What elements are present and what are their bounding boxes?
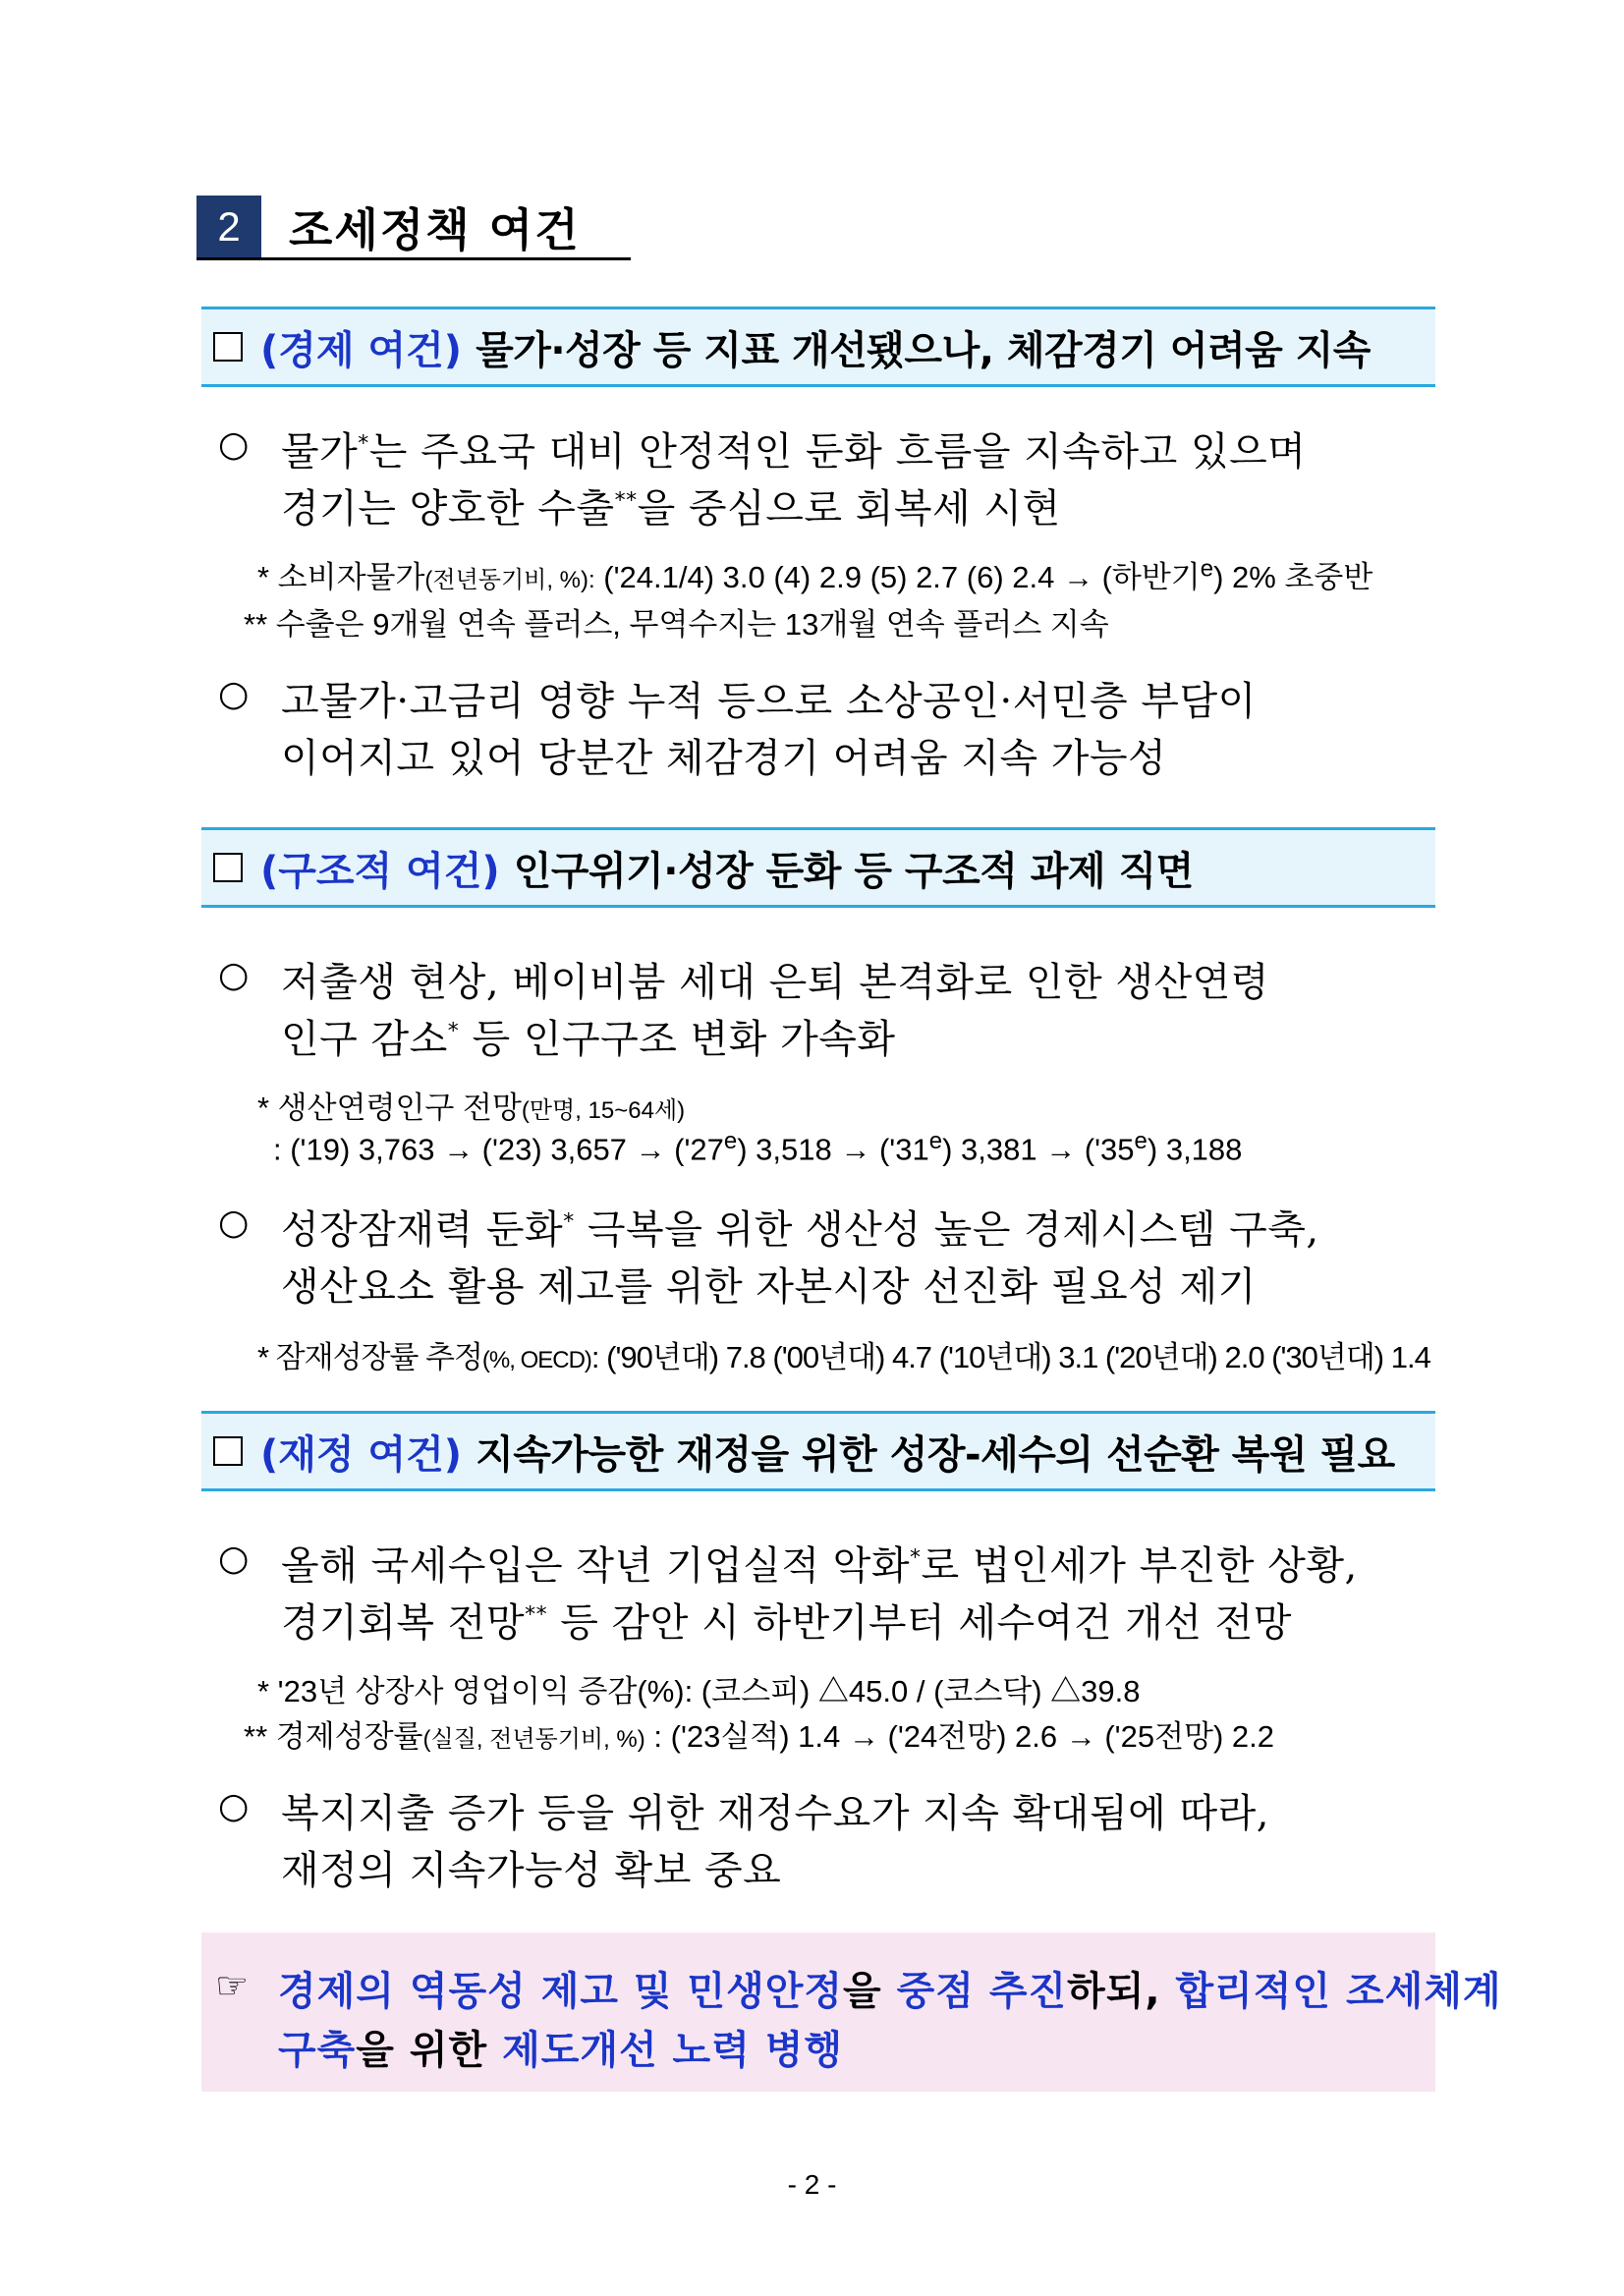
bullet-line bbox=[281, 1592, 1292, 1648]
superscript: e bbox=[1200, 555, 1214, 583]
text: : ('90년대) 7.8 ('00년대) 4.7 ('10년대) 3.1 ('20년대) 2.0 ('30년대) 1.4 bbox=[590, 1340, 1430, 1374]
superscript: e bbox=[1134, 1128, 1148, 1154]
summary-box bbox=[201, 1932, 1502, 2092]
circle-bullet-icon: ○ bbox=[218, 1203, 250, 1243]
text: ** 경제성장률 bbox=[244, 1719, 423, 1754]
text: 을 중심으로 회복세 시현 bbox=[637, 486, 1061, 532]
bullet-line: 이어지고 있어 당분간 체감경기 어려움 지속 가능성 bbox=[281, 736, 1167, 781]
text: (전년동기비, %): bbox=[424, 567, 595, 593]
footnote bbox=[257, 552, 1372, 596]
section-number: 2 bbox=[196, 196, 261, 258]
text: (%, OECD) bbox=[481, 1347, 591, 1373]
text: : ('23실적) 1.4 → ('24전망) 2.6 → ('25전망) 2.2 bbox=[644, 1719, 1275, 1754]
text: 제도개선 노력 병행 bbox=[502, 2028, 844, 2073]
text: 는 주요국 대비 안정적인 둔화 흐름을 지속하고 있으며 bbox=[368, 429, 1307, 475]
text: 등 인구구조 변화 가속화 bbox=[459, 1017, 896, 1062]
text: 인구 감소 bbox=[281, 1017, 448, 1062]
text: 성장잠재력 둔화 bbox=[281, 1207, 564, 1253]
text: * 소비자물가 bbox=[257, 560, 425, 594]
text: * 잠재성장률 추정 bbox=[257, 1340, 482, 1374]
text: * 생산연령인구 전망 bbox=[257, 1091, 522, 1125]
bullet-line: 저출생 현상, 베이비붐 세대 은퇴 본격화로 인한 생산연령 bbox=[281, 960, 1269, 1005]
text: ) 2% 초중반 bbox=[1213, 560, 1373, 594]
circle-bullet-icon: ○ bbox=[218, 1786, 250, 1826]
text: 합리적인 조세체계 bbox=[1175, 1969, 1502, 2014]
footnote-mark: * bbox=[563, 1209, 575, 1235]
section-title: 조세정책 여건 bbox=[289, 203, 581, 256]
banner-economy bbox=[201, 307, 1435, 387]
footnote bbox=[273, 1128, 1242, 1167]
text: 을 bbox=[843, 1969, 897, 2014]
bullet-line bbox=[281, 1008, 896, 1064]
bullet-line: 재정의 지속가능성 확보 중요 bbox=[281, 1848, 782, 1893]
text: ) 3,518 → ('31 bbox=[737, 1132, 929, 1167]
circle-bullet-icon: ○ bbox=[218, 955, 250, 995]
pointing-hand-icon: ☞ bbox=[215, 1964, 250, 2007]
bullet-line bbox=[281, 1535, 1358, 1591]
text: ) 3,381 → ('35 bbox=[942, 1132, 1135, 1167]
text: 하되, bbox=[1067, 1969, 1176, 2014]
bullet-line: 복지지출 증가 등을 위한 재정수요가 지속 확대됨에 따라, bbox=[281, 1791, 1269, 1836]
text: 경기는 양호한 수출 bbox=[281, 486, 615, 532]
summary-line bbox=[278, 2019, 843, 2075]
footnote bbox=[257, 1332, 1430, 1376]
text: 중점 추진 bbox=[896, 1969, 1068, 2014]
section-heading bbox=[196, 195, 581, 259]
footnote-mark: ** bbox=[525, 1602, 548, 1628]
text: 경기회복 전망 bbox=[281, 1600, 526, 1646]
text: 로 법인세가 부진한 상황, bbox=[921, 1543, 1358, 1589]
banner-structural bbox=[201, 827, 1435, 908]
text: 물가 bbox=[281, 429, 359, 475]
text: ('24.1/4) 3.0 (4) 2.9 (5) 2.7 (6) 2.4 → (하반기 bbox=[594, 560, 1201, 594]
text: 구축 bbox=[278, 2028, 357, 2073]
banner-tag: (경제 여건) bbox=[260, 327, 463, 373]
banner-tag: (재정 여건) bbox=[260, 1431, 463, 1478]
circle-bullet-icon: ○ bbox=[218, 1539, 250, 1579]
circle-bullet-icon: ○ bbox=[218, 424, 250, 465]
text: 올해 국세수입은 작년 기업실적 악화 bbox=[281, 1543, 910, 1589]
text: 을 위한 bbox=[356, 2028, 503, 2073]
text: 등 감안 시 하반기부터 세수여건 개선 전망 bbox=[547, 1600, 1292, 1646]
checkbox-icon bbox=[213, 853, 243, 882]
text: ) 3,188 bbox=[1147, 1132, 1243, 1167]
summary-line bbox=[278, 1960, 1502, 2016]
footnote-mark: * bbox=[447, 1019, 460, 1044]
banner-fiscal bbox=[201, 1411, 1435, 1491]
footnote: ** 수출은 9개월 연속 플러스, 무역수지는 13개월 연속 플러스 지속 bbox=[244, 607, 1109, 642]
text: 극복을 위한 생산성 높은 경제시스템 구축, bbox=[574, 1207, 1319, 1253]
banner-title: 물가·성장 등 지표 개선됐으나, 체감경기 어려움 지속 bbox=[476, 327, 1371, 373]
section-underline bbox=[196, 257, 631, 260]
text: 경제의 역동성 제고 및 민생안정 bbox=[278, 1969, 844, 2014]
bullet-line: 생산요소 활용 제고를 위한 자본시장 선진화 필요성 제기 bbox=[281, 1264, 1257, 1310]
banner-title: 인구위기·성장 둔화 등 구조적 과제 직면 bbox=[513, 848, 1194, 894]
superscript: e bbox=[723, 1128, 738, 1154]
footnote bbox=[244, 1711, 1274, 1756]
footnote bbox=[257, 1083, 685, 1127]
checkbox-icon bbox=[213, 1436, 243, 1466]
bullet-line bbox=[281, 1199, 1319, 1255]
circle-bullet-icon: ○ bbox=[218, 674, 250, 714]
text: : ('19) 3,763 → ('23) 3,657 → ('27 bbox=[273, 1132, 724, 1167]
footnote-mark: ** bbox=[614, 488, 638, 514]
bullet-line bbox=[281, 420, 1306, 476]
banner-title: 지속가능한 재정을 위한 성장-세수의 선순환 복원 필요 bbox=[476, 1431, 1395, 1478]
footnote-mark: * bbox=[358, 431, 369, 457]
checkbox-icon bbox=[213, 332, 243, 362]
bullet-line bbox=[281, 477, 1061, 533]
text: (만명, 15~64세) bbox=[521, 1097, 686, 1124]
footnote-mark: * bbox=[909, 1545, 922, 1571]
superscript: e bbox=[928, 1128, 943, 1154]
footnote: * '23년 상장사 영업이익 증감(%): (코스피) △45.0 / (코스닥) △39.8 bbox=[257, 1674, 1141, 1708]
bullet-line: 고물가·고금리 영향 누적 등으로 소상공인·서민층 부담이 bbox=[281, 679, 1257, 724]
text: (실질, 전년동기비, %) bbox=[422, 1726, 645, 1753]
page-number: - 2 - bbox=[787, 2169, 837, 2200]
banner-tag: (구조적 여건) bbox=[260, 848, 500, 894]
